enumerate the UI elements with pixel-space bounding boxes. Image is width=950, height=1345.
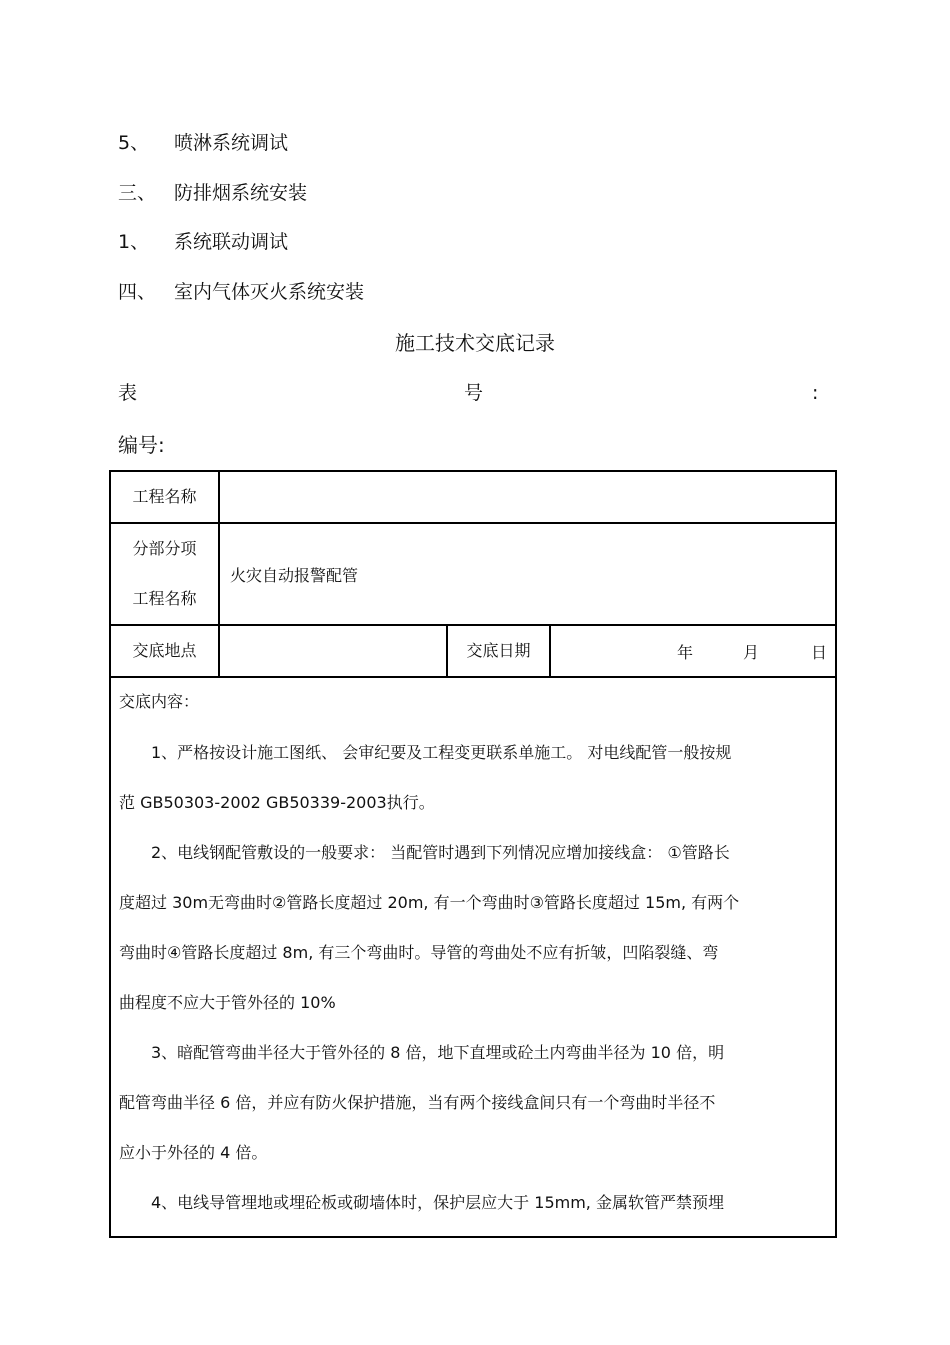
- content-line: 范 GB50303-2002 GB50339-2003执行。: [119, 793, 435, 812]
- sub-project-value: 火灾自动报警配管: [219, 523, 836, 625]
- sub-project-label-line1: 分部分项: [132, 539, 197, 558]
- outline-item: [118, 180, 307, 206]
- outline-number: 5、: [118, 132, 150, 154]
- sub-project-label-line2: 工程名称: [132, 589, 197, 608]
- project-name-value: [219, 471, 836, 523]
- outline-number: 四、: [118, 281, 157, 303]
- sub-project-label: [110, 523, 219, 625]
- content-label: 交底内容：: [119, 692, 200, 711]
- location-label: 交底地点: [110, 625, 219, 677]
- content-line: 度超过 30m无弯曲时②管路长度超过 20m, 有一个弯曲时③管路长度超过 15m, 有两个: [119, 893, 740, 912]
- table-row: [110, 523, 836, 625]
- outline-number: 三、: [118, 182, 157, 204]
- location-value: [219, 625, 447, 677]
- date-value: [550, 625, 836, 677]
- content-line: 弯曲时④管路长度超过 8m, 有三个弯曲时。导管的弯曲处不应有折皱，凹陷裂缝、弯: [119, 943, 719, 962]
- outline-item: [118, 130, 288, 156]
- outline-text: 防排烟系统安装: [174, 182, 308, 204]
- content-cell: [110, 677, 836, 1237]
- table-row: [110, 471, 836, 523]
- content-line: 1、严格按设计施工图纸、 会审纪要及工程变更联系单施工。 对电线配管一般按规: [119, 743, 732, 762]
- outline-text: 系统联动调试: [174, 231, 289, 253]
- table-row: [110, 677, 836, 1237]
- serial-label: 编号:: [118, 433, 165, 457]
- disclosure-record-table: [109, 470, 837, 1238]
- outline-number: 1、: [118, 231, 150, 253]
- form-no-char-2: 号: [464, 382, 484, 404]
- date-month: 月: [743, 643, 760, 662]
- project-name-label: 工程名称: [110, 471, 219, 523]
- form-number-row: [118, 380, 826, 406]
- content-line: 3、暗配管弯曲半径大于管外径的 8 倍，地下直埋或砼土内弯曲半径为 10 倍，明: [119, 1043, 725, 1062]
- form-no-char-1: 表: [118, 382, 138, 404]
- outline-text: 室内气体灭火系统安装: [174, 281, 365, 303]
- content-line: 4、电线导管埋地或埋砼板或砌墙体时，保护层应大于 15mm, 金属软管严禁预埋: [119, 1193, 724, 1212]
- outline-item: [118, 229, 288, 255]
- table-row: [110, 625, 836, 677]
- content-line: 应小于外径的 4 倍。: [119, 1143, 268, 1162]
- outline-text: 喷淋系统调试: [174, 132, 289, 154]
- content-line: 曲程度不应大于管外径的 10%: [119, 993, 336, 1012]
- record-title: 施工技术交底记录: [395, 331, 555, 355]
- content-line: 2、电线钢配管敷设的一般要求： 当配管时遇到下列情况应增加接线盒： ①管路长: [119, 843, 730, 862]
- content-line: 配管弯曲半径 6 倍，并应有防火保护措施，当有两个接线盒间只有一个弯曲时半径不: [119, 1093, 716, 1112]
- date-day: 日: [811, 643, 828, 662]
- outline-item: [118, 279, 364, 305]
- date-year: 年: [677, 643, 694, 662]
- date-label: 交底日期: [447, 625, 550, 677]
- form-no-colon: :: [812, 382, 819, 404]
